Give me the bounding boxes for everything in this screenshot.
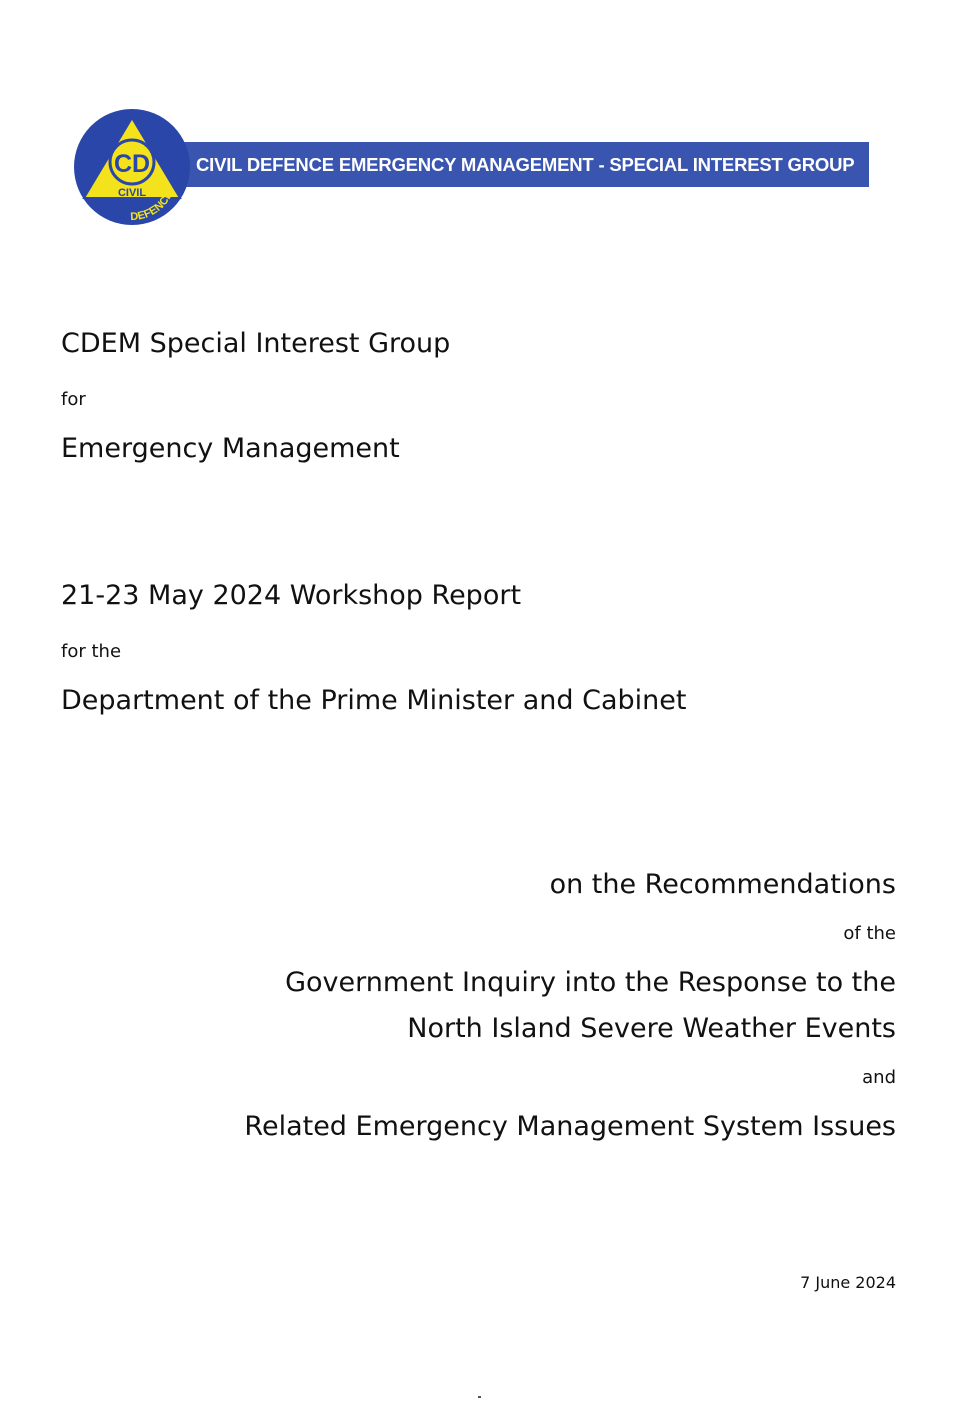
inquiry-title-line2: North Island Severe Weather Events — [407, 1013, 896, 1044]
topic-title: Emergency Management — [61, 433, 400, 464]
subject-block — [244, 868, 896, 1144]
group-title: CDEM Special Interest Group — [61, 328, 451, 359]
department-title: Department of the Prime Minister and Cabinet — [61, 685, 687, 716]
of-the-label: of the — [843, 923, 896, 944]
svg-text:CIVIL: CIVIL — [117, 187, 147, 199]
for-label: for — [61, 389, 86, 410]
page-footer-mark — [478, 1396, 481, 1398]
logo-banner — [172, 142, 869, 187]
recommendations-title: on the Recommendations — [549, 869, 896, 900]
svg-text:CD: CD — [113, 150, 151, 178]
report-block — [61, 579, 686, 718]
civil-defence-logo — [72, 106, 872, 228]
related-issues-title: Related Emergency Management System Issues — [244, 1111, 896, 1142]
for-the-label: for the — [61, 641, 122, 662]
civil-defence-seal-icon — [72, 106, 192, 228]
svg-text:DEFENCE: DEFENCE — [129, 189, 176, 224]
report-date: 7 June 2024 — [800, 1273, 896, 1292]
report-title: 21-23 May 2024 Workshop Report — [61, 580, 522, 611]
and-label: and — [862, 1067, 896, 1088]
inquiry-title-line1: Government Inquiry into the Response to the — [285, 967, 896, 998]
heading-block — [61, 327, 450, 466]
logo-banner-text: CIVIL DEFENCE EMERGENCY MANAGEMENT - SPECIAL INTEREST GROUP — [196, 154, 855, 175]
